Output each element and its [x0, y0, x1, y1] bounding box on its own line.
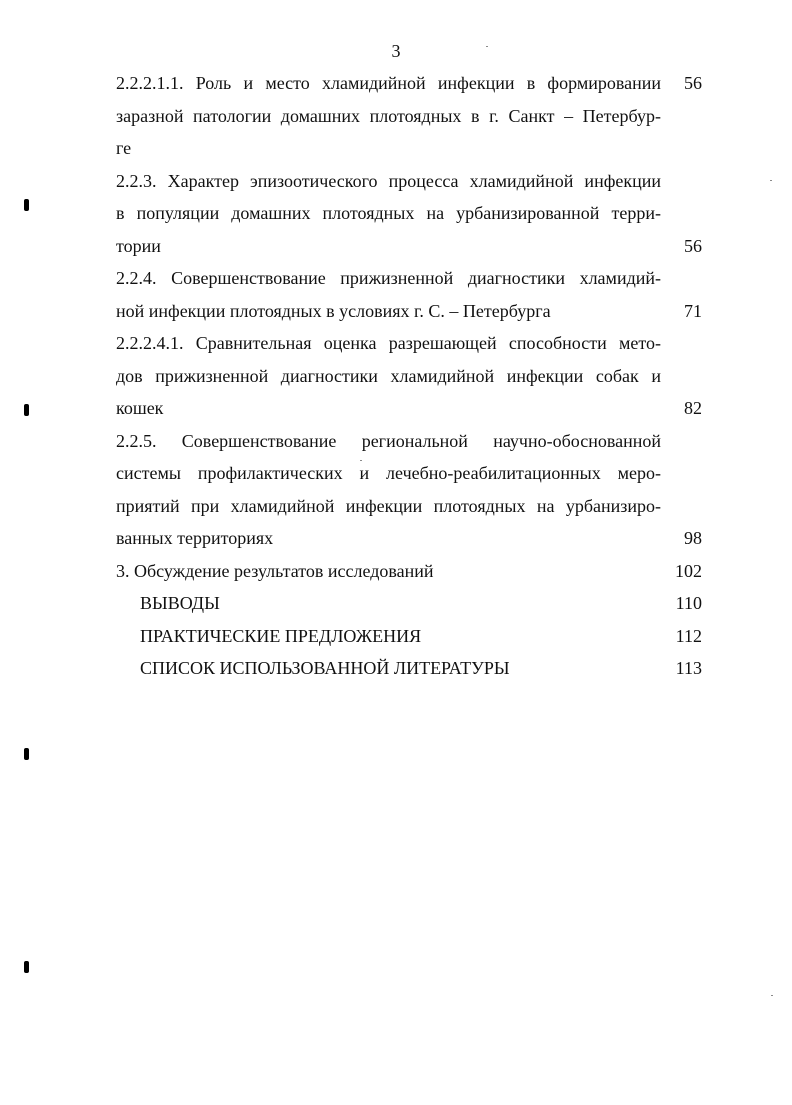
toc-entry-line: [116, 197, 702, 230]
toc-entry: [116, 165, 702, 263]
toc-entry-text: в популяции домашних плотоядных на урбанизированной терри-: [116, 203, 661, 223]
toc-page-ref: 113: [675, 658, 702, 678]
toc-entry: [116, 652, 702, 685]
toc-entry-line: [116, 165, 702, 198]
toc-entry-line: [116, 100, 702, 133]
toc-page-ref: 56: [684, 73, 702, 93]
toc-page-ref: 112: [675, 625, 702, 646]
toc-entry-line: [116, 652, 702, 685]
toc-entry-text: кошек: [116, 398, 164, 418]
toc-entry: [116, 587, 702, 620]
toc-entry-text: ВЫВОДЫ: [140, 593, 220, 613]
toc-entry-line: [116, 262, 702, 295]
binding-hole-mark: [24, 199, 29, 211]
binding-hole-mark: [24, 404, 29, 416]
toc-entry-line: [116, 522, 702, 555]
toc-entry-line: [116, 620, 702, 653]
scan-speck: [770, 180, 772, 181]
binding-hole-mark: [24, 961, 29, 973]
toc-entry-line: [116, 457, 702, 490]
scan-speck: [771, 995, 773, 996]
toc-entry-text: тории: [116, 235, 161, 256]
table-of-contents: [116, 67, 702, 685]
toc-entry-line: [116, 392, 702, 425]
toc-entry-text: ванных территориях: [116, 528, 274, 548]
scan-speck: [360, 460, 362, 461]
toc-page-ref: 56: [684, 235, 702, 256]
toc-entry-line: [116, 425, 702, 458]
toc-entry-text: 2.2.2.4.1. Сравнительная оценка разрешающей способности мето-: [116, 333, 661, 353]
toc-entry: [116, 67, 702, 165]
toc-entry-text: ПРАКТИЧЕСКИЕ ПРЕДЛОЖЕНИЯ: [140, 625, 422, 646]
toc-entry: [116, 620, 702, 653]
toc-entry-text: ге: [116, 138, 132, 158]
toc-page-ref: 82: [684, 398, 702, 418]
toc-entry-line: [116, 67, 702, 100]
toc-entry-line: [116, 360, 702, 393]
toc-entry: [116, 555, 702, 588]
toc-entry-text: СПИСОК ИСПОЛЬЗОВАННОЙ ЛИТЕРАТУРЫ: [140, 658, 510, 678]
toc-entry: [116, 425, 702, 555]
toc-entry-text: приятий при хламидийной инфекции плотоядных на урбанизиро-: [116, 495, 661, 516]
toc-entry-text: 3. Обсуждение результатов исследований: [116, 560, 434, 581]
toc-entry-text: 2.2.5. Совершенствование региональной научно-обоснованной: [116, 430, 661, 451]
toc-entry-line: [116, 327, 702, 360]
toc-entry: [116, 327, 702, 425]
scan-speck: [486, 46, 488, 47]
toc-page-ref: 71: [684, 300, 702, 321]
toc-page-ref: 98: [684, 528, 702, 548]
toc-entry-line: [116, 132, 702, 165]
toc-entry-line: [116, 555, 702, 588]
binding-hole-mark: [24, 748, 29, 760]
toc-entry-line: [116, 295, 702, 328]
toc-entry-text: ной инфекции плотоядных в условиях г. С. – Петербурга: [116, 300, 551, 321]
toc-entry-text: дов прижизненной диагностики хламидийной инфекции собак и: [116, 365, 661, 386]
toc-page-ref: 110: [675, 593, 702, 613]
toc-entry-text: заразной патологии домашних плотоядных в г. Санкт – Петербур-: [116, 105, 661, 126]
toc-entry-text: 2.2.3. Характер эпизоотического процесса хламидийной инфекции: [116, 170, 661, 191]
toc-entry-line: [116, 490, 702, 523]
toc-entry: [116, 262, 702, 327]
page-number: 3: [391, 41, 401, 61]
toc-entry-text: системы профилактических и лечебно-реабилитационных меро-: [116, 463, 661, 483]
toc-page-ref: 102: [675, 560, 702, 581]
toc-entry-text: 2.2.2.1.1. Роль и место хламидийной инфекции в формировании: [116, 73, 661, 93]
toc-entry-line: [116, 587, 702, 620]
toc-entry-line: [116, 230, 702, 263]
toc-entry-text: 2.2.4. Совершенствование прижизненной диагностики хламидий-: [116, 268, 661, 288]
